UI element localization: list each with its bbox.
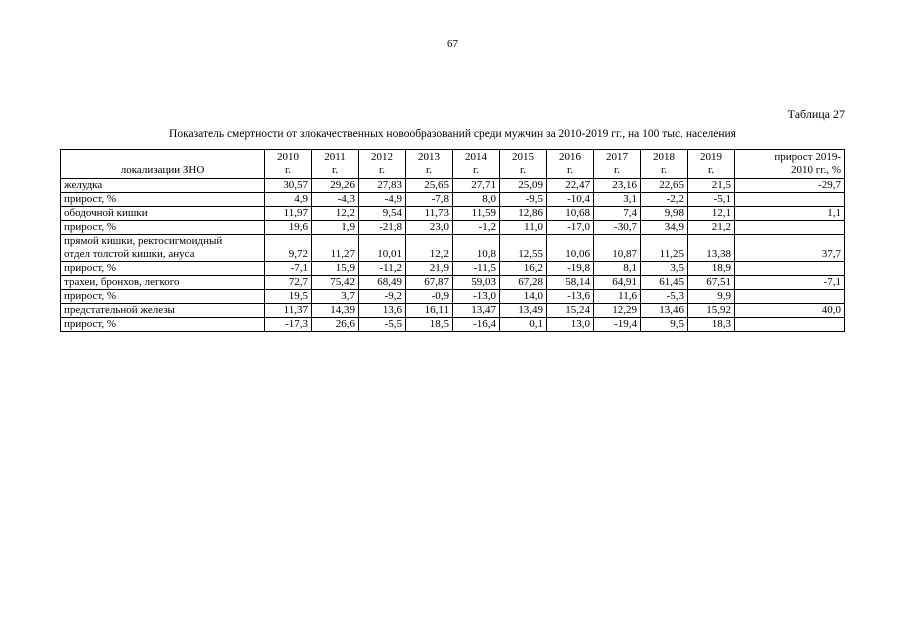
row-value-cell: 18,3 bbox=[688, 318, 735, 332]
row-value-cell: 11,73 bbox=[406, 207, 453, 221]
row-value-cell: 16,11 bbox=[406, 304, 453, 318]
row-value-cell: -9,2 bbox=[359, 290, 406, 304]
row-growth-cell bbox=[735, 290, 845, 304]
header-year-value: 2017 bbox=[606, 151, 628, 163]
row-value-cell: 23,0 bbox=[406, 221, 453, 235]
row-growth-cell: -29,7 bbox=[735, 179, 845, 193]
mortality-table bbox=[60, 149, 845, 332]
row-growth-cell bbox=[735, 193, 845, 207]
row-localization-label-line2: отдел толстой кишки, ануса bbox=[64, 248, 195, 260]
header-year-suffix: г. bbox=[425, 164, 433, 176]
row-value-cell: 19,6 bbox=[265, 221, 312, 235]
row-value-cell: 12,29 bbox=[594, 304, 641, 318]
row-growth-cell: 40,0 bbox=[735, 304, 845, 318]
row-localization-label: ободочной кишки bbox=[64, 207, 148, 219]
table-row bbox=[61, 207, 845, 221]
row-value-cell: 19,5 bbox=[265, 290, 312, 304]
row-localization-label: желудка bbox=[64, 179, 103, 191]
row-value-cell: 3,7 bbox=[312, 290, 359, 304]
row-value-cell: -7,8 bbox=[406, 193, 453, 207]
row-value-cell: 67,28 bbox=[500, 276, 547, 290]
row-value-cell: 11,6 bbox=[594, 290, 641, 304]
row-localization-cell bbox=[61, 193, 265, 207]
row-value-cell: 11,27 bbox=[312, 235, 359, 262]
row-value-cell: 12,1 bbox=[688, 207, 735, 221]
row-value-cell: 25,65 bbox=[406, 179, 453, 193]
row-value-cell: 23,16 bbox=[594, 179, 641, 193]
header-growth-line1: прирост 2019- bbox=[774, 151, 841, 163]
row-value-cell: 61,45 bbox=[641, 276, 688, 290]
row-value-cell: 67,51 bbox=[688, 276, 735, 290]
header-localization: локализации ЗНО bbox=[61, 150, 265, 179]
table-label: Таблица 27 bbox=[787, 107, 845, 121]
row-value-cell: 10,01 bbox=[359, 235, 406, 262]
row-value-cell: 1,9 bbox=[312, 221, 359, 235]
row-value-cell: 22,65 bbox=[641, 179, 688, 193]
header-row bbox=[61, 150, 845, 179]
row-localization-cell bbox=[61, 304, 265, 318]
header-year-suffix: г. bbox=[660, 164, 668, 176]
row-value-cell: 15,92 bbox=[688, 304, 735, 318]
row-localization-cell bbox=[61, 221, 265, 235]
table-header bbox=[61, 150, 845, 179]
header-year-value: 2015 bbox=[512, 151, 534, 163]
row-value-cell: 15,24 bbox=[547, 304, 594, 318]
row-value-cell: 27,83 bbox=[359, 179, 406, 193]
row-value-cell: 59,03 bbox=[453, 276, 500, 290]
header-year bbox=[312, 150, 359, 179]
header-year bbox=[265, 150, 312, 179]
header-growth bbox=[735, 150, 845, 179]
header-year bbox=[406, 150, 453, 179]
row-value-cell: 14,39 bbox=[312, 304, 359, 318]
row-value-cell: 72,7 bbox=[265, 276, 312, 290]
row-localization-cell bbox=[61, 179, 265, 193]
row-value-cell: -16,4 bbox=[453, 318, 500, 332]
header-year-value: 2016 bbox=[559, 151, 581, 163]
row-value-cell: 29,26 bbox=[312, 179, 359, 193]
row-localization-cell bbox=[61, 318, 265, 332]
row-value-cell: 7,4 bbox=[594, 207, 641, 221]
row-value-cell: 0,1 bbox=[500, 318, 547, 332]
row-growth-cell bbox=[735, 221, 845, 235]
row-value-cell: 10,8 bbox=[453, 235, 500, 262]
row-value-cell: 27,71 bbox=[453, 179, 500, 193]
row-value-cell: 75,42 bbox=[312, 276, 359, 290]
table-row bbox=[61, 179, 845, 193]
row-value-cell: 13,46 bbox=[641, 304, 688, 318]
row-value-cell: 15,9 bbox=[312, 262, 359, 276]
row-growth-cell: 37,7 bbox=[735, 235, 845, 262]
row-value-cell: -0,9 bbox=[406, 290, 453, 304]
header-year bbox=[453, 150, 500, 179]
row-localization-label: трахеи, бронхов, легкого bbox=[64, 276, 180, 288]
row-value-cell: 9,98 bbox=[641, 207, 688, 221]
row-localization-cell bbox=[61, 276, 265, 290]
row-value-cell: 3,5 bbox=[641, 262, 688, 276]
row-value-cell: -11,5 bbox=[453, 262, 500, 276]
table-row bbox=[61, 235, 845, 262]
table-row bbox=[61, 221, 845, 235]
row-value-cell: 11,0 bbox=[500, 221, 547, 235]
header-growth-line2: 2010 гг., % bbox=[791, 164, 841, 176]
row-value-cell: -4,9 bbox=[359, 193, 406, 207]
row-value-cell: -4,3 bbox=[312, 193, 359, 207]
header-year-suffix: г. bbox=[378, 164, 386, 176]
row-value-cell: 13,6 bbox=[359, 304, 406, 318]
table-body bbox=[61, 179, 845, 332]
row-localization-cell bbox=[61, 262, 265, 276]
row-value-cell: 18,9 bbox=[688, 262, 735, 276]
row-localization-label: прирост, % bbox=[64, 318, 117, 330]
row-value-cell: 22,47 bbox=[547, 179, 594, 193]
header-year-value: 2011 bbox=[324, 151, 346, 163]
row-value-cell: 58,14 bbox=[547, 276, 594, 290]
row-value-cell: 11,25 bbox=[641, 235, 688, 262]
row-growth-cell bbox=[735, 262, 845, 276]
table-row bbox=[61, 290, 845, 304]
header-year bbox=[500, 150, 547, 179]
row-value-cell: 21,2 bbox=[688, 221, 735, 235]
row-value-cell: 11,59 bbox=[453, 207, 500, 221]
row-localization-cell bbox=[61, 290, 265, 304]
header-year bbox=[359, 150, 406, 179]
row-localization-label: прирост, % bbox=[64, 221, 117, 233]
row-value-cell: -11,2 bbox=[359, 262, 406, 276]
header-year-value: 2019 bbox=[700, 151, 722, 163]
row-localization-label: прирост, % bbox=[64, 262, 117, 274]
row-value-cell: -1,2 bbox=[453, 221, 500, 235]
header-year bbox=[641, 150, 688, 179]
row-localization-label: прямой кишки, ректосигмоидный bbox=[64, 235, 223, 247]
row-value-cell: 18,5 bbox=[406, 318, 453, 332]
row-value-cell: 8,0 bbox=[453, 193, 500, 207]
table-row bbox=[61, 276, 845, 290]
header-year-suffix: г. bbox=[707, 164, 715, 176]
page-number: 67 bbox=[447, 38, 458, 50]
row-value-cell: -17,0 bbox=[547, 221, 594, 235]
header-year-suffix: г. bbox=[566, 164, 574, 176]
row-value-cell: 10,87 bbox=[594, 235, 641, 262]
header-year bbox=[547, 150, 594, 179]
row-value-cell: 16,2 bbox=[500, 262, 547, 276]
header-year-value: 2018 bbox=[653, 151, 675, 163]
row-value-cell: 12,55 bbox=[500, 235, 547, 262]
header-year-suffix: г. bbox=[284, 164, 292, 176]
row-value-cell: -19,8 bbox=[547, 262, 594, 276]
row-value-cell: -30,7 bbox=[594, 221, 641, 235]
row-value-cell: -9,5 bbox=[500, 193, 547, 207]
table-row bbox=[61, 193, 845, 207]
row-value-cell: 4,9 bbox=[265, 193, 312, 207]
row-value-cell: -17,3 bbox=[265, 318, 312, 332]
header-year bbox=[688, 150, 735, 179]
row-value-cell: 13,38 bbox=[688, 235, 735, 262]
row-value-cell: 21,9 bbox=[406, 262, 453, 276]
row-value-cell: 26,6 bbox=[312, 318, 359, 332]
row-value-cell: 34,9 bbox=[641, 221, 688, 235]
row-localization-label: прирост, % bbox=[64, 193, 117, 205]
row-localization-cell bbox=[61, 207, 265, 221]
row-value-cell: -5,3 bbox=[641, 290, 688, 304]
header-year-suffix: г. bbox=[613, 164, 621, 176]
row-value-cell: 13,49 bbox=[500, 304, 547, 318]
row-value-cell: 25,09 bbox=[500, 179, 547, 193]
row-value-cell: 64,91 bbox=[594, 276, 641, 290]
row-value-cell: 10,68 bbox=[547, 207, 594, 221]
table-row bbox=[61, 318, 845, 332]
table-row bbox=[61, 262, 845, 276]
row-value-cell: 9,5 bbox=[641, 318, 688, 332]
row-value-cell: 21,5 bbox=[688, 179, 735, 193]
row-value-cell: 68,49 bbox=[359, 276, 406, 290]
row-growth-cell: 1,1 bbox=[735, 207, 845, 221]
header-year-value: 2012 bbox=[371, 151, 393, 163]
row-value-cell: -19,4 bbox=[594, 318, 641, 332]
header-year-suffix: г. bbox=[331, 164, 339, 176]
row-value-cell: 13,47 bbox=[453, 304, 500, 318]
row-value-cell: -7,1 bbox=[265, 262, 312, 276]
row-value-cell: -5,1 bbox=[688, 193, 735, 207]
row-value-cell: 3,1 bbox=[594, 193, 641, 207]
row-value-cell: -5,5 bbox=[359, 318, 406, 332]
row-value-cell: 30,57 bbox=[265, 179, 312, 193]
row-value-cell: 9,72 bbox=[265, 235, 312, 262]
header-year-value: 2013 bbox=[418, 151, 440, 163]
row-localization-label: предстательной железы bbox=[64, 304, 175, 316]
row-value-cell: 9,9 bbox=[688, 290, 735, 304]
table-row bbox=[61, 304, 845, 318]
row-growth-cell: -7,1 bbox=[735, 276, 845, 290]
row-value-cell: -13,6 bbox=[547, 290, 594, 304]
row-value-cell: 12,2 bbox=[406, 235, 453, 262]
row-value-cell: 14,0 bbox=[500, 290, 547, 304]
row-value-cell: 11,37 bbox=[265, 304, 312, 318]
row-value-cell: -10,4 bbox=[547, 193, 594, 207]
row-value-cell: -13,0 bbox=[453, 290, 500, 304]
row-value-cell: -21,8 bbox=[359, 221, 406, 235]
header-year bbox=[594, 150, 641, 179]
row-value-cell: 10,06 bbox=[547, 235, 594, 262]
row-value-cell: 8,1 bbox=[594, 262, 641, 276]
row-value-cell: 11,97 bbox=[265, 207, 312, 221]
header-year-suffix: г. bbox=[472, 164, 480, 176]
row-value-cell: 9,54 bbox=[359, 207, 406, 221]
row-value-cell: 12,86 bbox=[500, 207, 547, 221]
row-localization-label: прирост, % bbox=[64, 290, 117, 302]
table-caption: Показатель смертности от злокачественных новообразований среди мужчин за 2010-2019 гг., на 100 тыс. населения bbox=[169, 128, 736, 140]
header-year-value: 2014 bbox=[465, 151, 487, 163]
row-growth-cell bbox=[735, 318, 845, 332]
row-value-cell: -2,2 bbox=[641, 193, 688, 207]
row-value-cell: 13,0 bbox=[547, 318, 594, 332]
row-localization-cell bbox=[61, 235, 265, 262]
header-year-suffix: г. bbox=[519, 164, 527, 176]
row-value-cell: 67,87 bbox=[406, 276, 453, 290]
row-value-cell: 12,2 bbox=[312, 207, 359, 221]
header-year-value: 2010 bbox=[277, 151, 299, 163]
